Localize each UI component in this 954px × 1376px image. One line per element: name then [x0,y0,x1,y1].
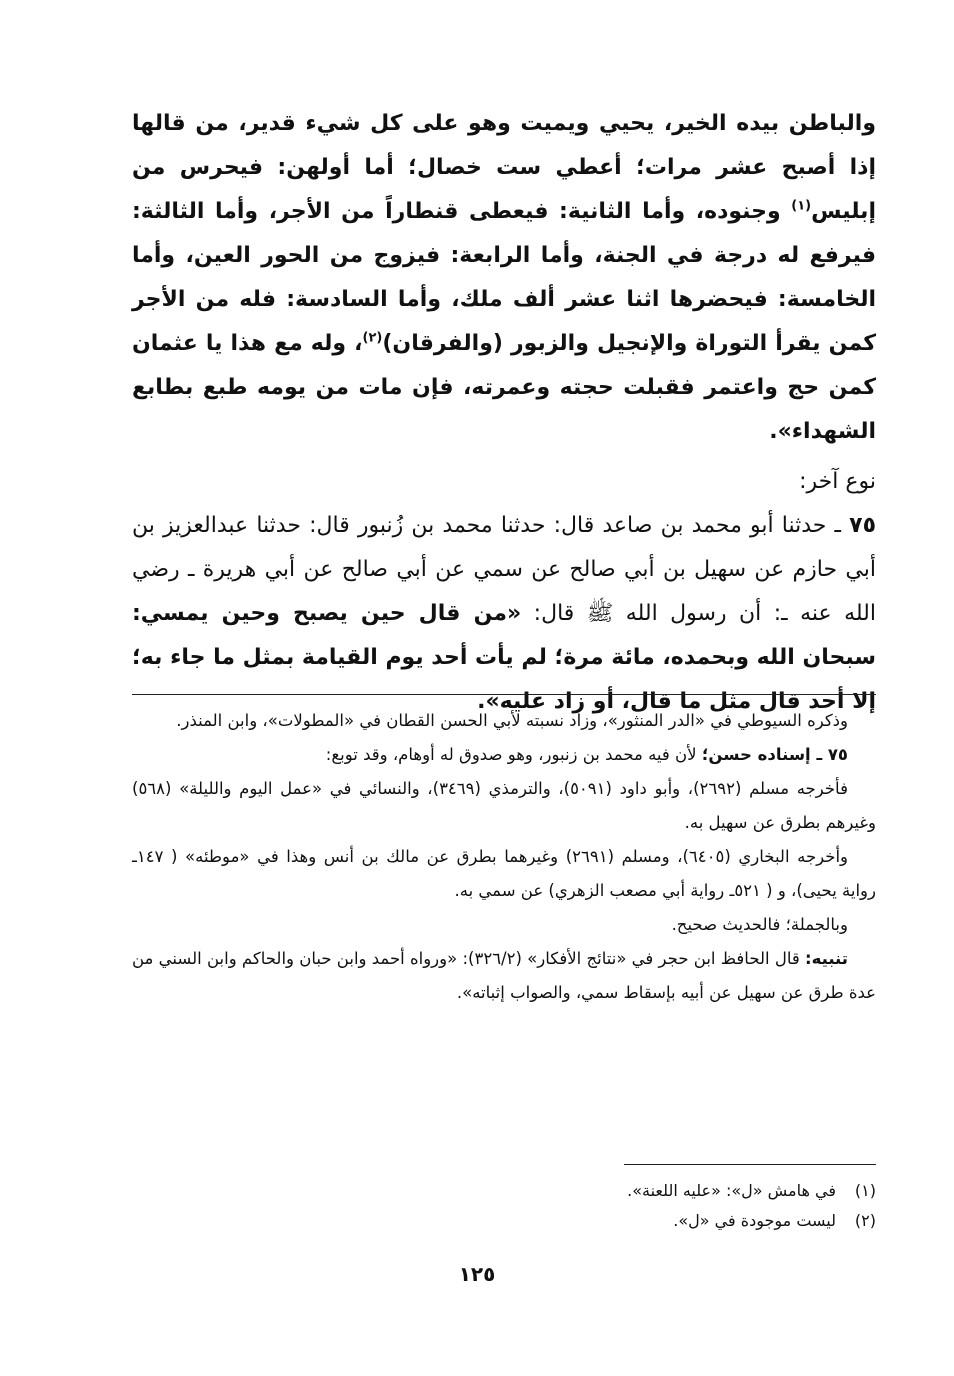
main-paragraph [132,102,876,454]
note-6 [132,942,876,1010]
footnote-ref-1[interactable]: (١) [791,198,812,214]
hadith-number: ٧٥ [849,513,876,538]
footnote-number: (٢) [854,1211,876,1230]
hadith-isnad: ـ حدثنا أبو محمد بن صاعد قال: حدثنا محمد بن زُنبور قال: حدثنا عبدالعزيز بن أبي حازم عن سهيل بن أبي صالح عن سمي عن أبي صالح عن أبي هريرة ـ رضي الله عنه ـ: أن رسول الله ﷺ قال: [132,513,876,626]
footnote-text: ليست موجودة في «ل». [673,1211,836,1230]
note-6-text: قال الحافظ ابن حجر في «نتائج الأفكار» (٣٢٦/٢): «ورواه أحمد وابن حبان والحاكم وابن السني من عدة طرق عن سهيل عن أبيه بإسقاط سمي، والصواب إثباته». [132,949,876,1002]
note-6-label: تنبيه: [804,949,848,968]
footnote-1 [132,1176,876,1206]
paragraph-text-end: ، وله مع هذا يا عثمان كمن حج واعتمر فقبلت حجته وعمرته، فإن مات من يومه طبع بطابع الشهداء». [132,331,876,444]
paragraph-text: والباطن بيده الخير، يحيي ويميت وهو على كل شيء قدير، من قالها إذا أصبح عشر مرات؛ أعطي ست خصال؛ أما أولهن: فيحرس من إبليس [132,111,876,224]
footnote-2 [132,1206,876,1236]
footnotes [132,1176,876,1236]
main-text [132,102,876,724]
note-4: وأخرجه البخاري (٦٤٠٥)، ومسلم (٢٦٩١) وغيرهما بطرق عن مالك بن أنس وهذا في «موطئه» ( ١٤٧ـ رواية يحيى)، و ( ٥٢١ـ رواية أبي مصعب الزهري) عن سمي به. [132,847,876,900]
note-3: فأخرجه مسلم (٢٦٩٢)، وأبو داود (٥٠٩١)، والترمذي (٣٤٦٩)، والنسائي في «عمل اليوم والليلة» (٥٦٨) وغيرهم بطرق عن سهيل به. [132,779,876,832]
hadith-paragraph [132,504,876,724]
note-5: وبالجملة؛ فالحديث صحيح. [671,915,848,934]
note-hadith-number: ٧٥ [827,745,848,764]
commentary-notes [132,704,876,1010]
footnotes-divider [624,1164,876,1165]
note-2-text: لأن فيه محمد بن زنبور، وهو صدوق له أوهام، وقد توبع: [325,745,702,764]
footnote-number: (١) [854,1181,876,1200]
hadith-matn: «من قال حين يصبح وحين يمسي: سبحان الله وبحمده، مائة مرة؛ لم يأت أحد يوم القيامة بمثل ما جاء به؛ إلا أحد قال مثل ما قال، أو زاد عليه». [132,601,876,714]
paragraph-text-cont: وجنوده، وأما الثانية: فيعطى قنطاراً من الأجر، وأما الثالثة: فيرفع له درجة في الجنة، وأما الرابعة: فيزوج من الحور العين، وأما الخامسة: فيحضرها اثنا عشر ألف ملك، وأما السادسة: فله من الأجر كمن يقرأ التوراة والإنجيل والزبور (والفرقان) [132,199,876,356]
note-grading: ـ إسناده حسن؛ [701,745,828,764]
notes-divider [132,694,876,695]
footnote-text: في هامش «ل»: «عليه اللعنة». [627,1181,836,1200]
page-number: ١٢٥ [458,1262,496,1286]
note-1: وذكره السيوطي في «الدر المنثور»، وزاد نسبته لأبي الحسن القطان في «المطولات»، وابن المنذر. [176,711,848,730]
footnote-ref-2[interactable]: (٢) [362,330,383,346]
section-heading: نوع آخر: [799,469,876,494]
note-2 [132,738,876,772]
